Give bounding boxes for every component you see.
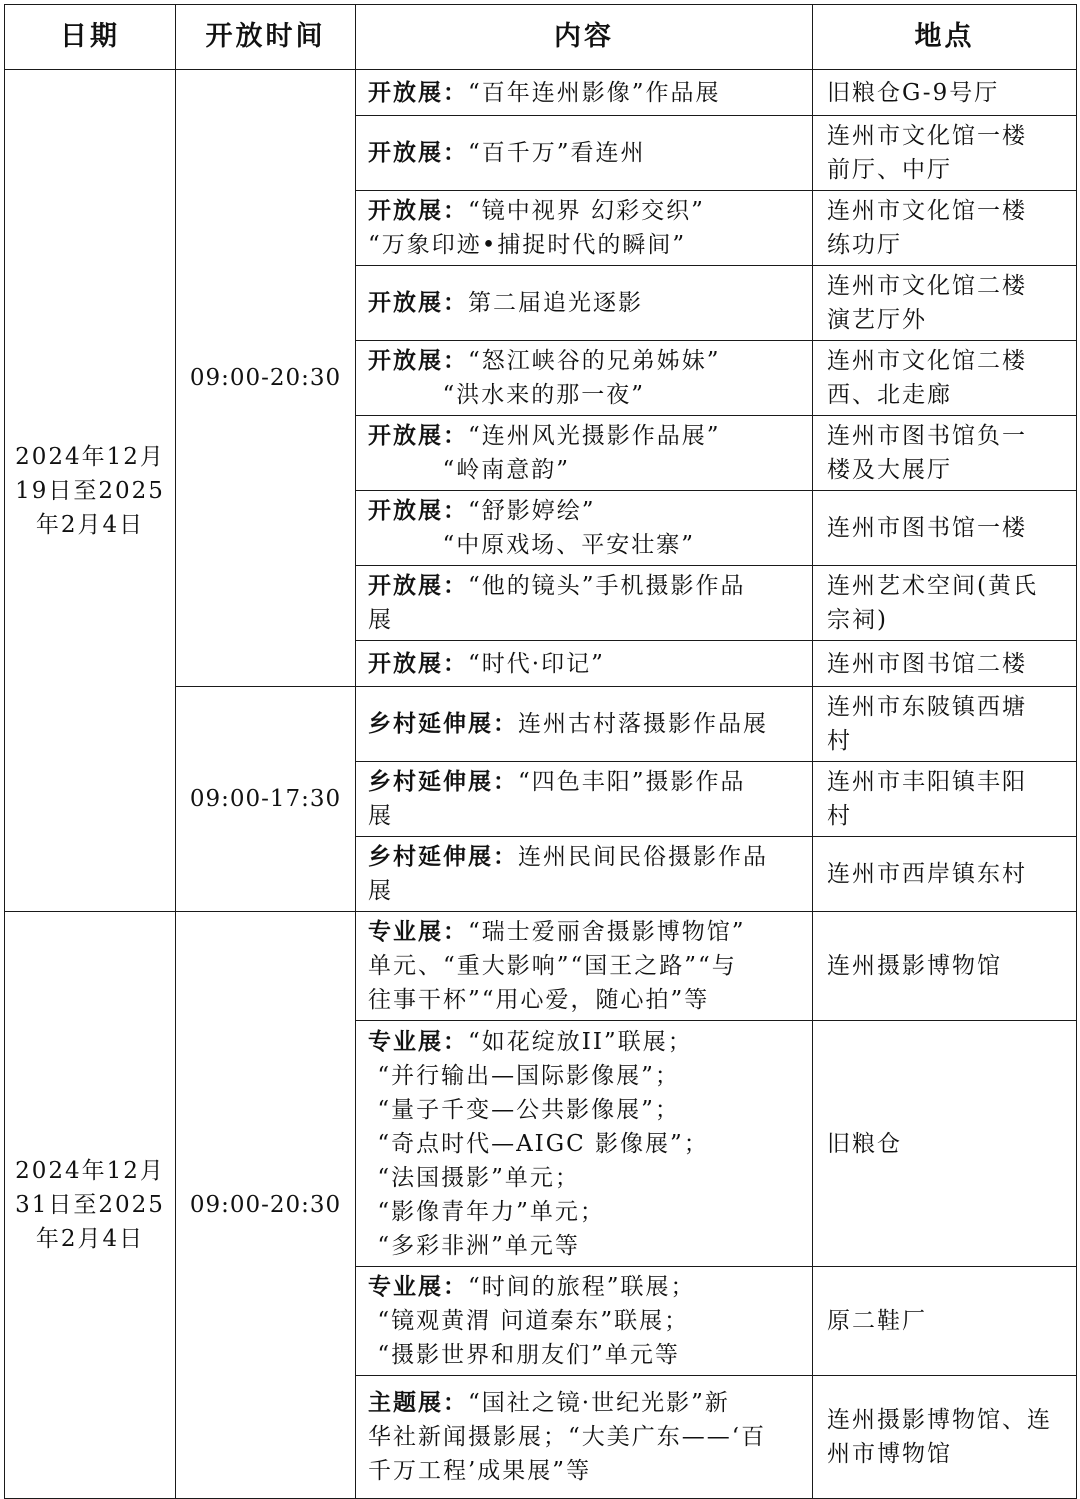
location-line: 原二鞋厂 [827,1308,927,1334]
location-cell [813,116,1077,191]
exhibition-title: “岭南意韵” [368,457,571,483]
location-line: 连州摄影博物馆 [827,953,1002,979]
date-cell [5,912,176,1499]
exhibition-title: “镜中视界 幻彩交织” [468,198,705,224]
location-cell [813,341,1077,416]
location-cell [813,912,1077,1021]
content-line [368,419,802,453]
content-line [368,840,802,874]
exhibition-title: “并行输出—国际影像展”； [368,1062,680,1089]
open-time-cell: 09:00-17:30 [176,687,356,912]
content-line [368,344,802,378]
location-cell [813,70,1077,116]
content-line [368,1127,802,1161]
location-line: 旧粮仓G-9号厅 [827,79,1000,106]
content-cell [356,912,813,1021]
exhibition-title: “如花绽放II”联展； [468,1028,693,1055]
location-line: 楼及大展厅 [827,457,952,483]
content-line [368,494,802,528]
content-line [368,569,802,603]
location-line: 宗祠) [827,607,888,633]
content-line [368,949,802,983]
content-line [368,1093,802,1127]
location-line: 演艺厅外 [827,307,927,333]
exhibition-category: 开放展： [368,650,468,677]
exhibition-title: “万象印迹•捕捉时代的瞬间” [368,232,687,258]
exhibition-category: 开放展： [368,423,468,449]
content-line [368,874,802,908]
content-line [368,1025,802,1059]
exhibition-title: “法国摄影”单元； [368,1164,580,1191]
location-line: 旧粮仓 [827,1130,902,1157]
content-line [368,136,802,170]
exhibition-title: “洪水来的那一夜” [368,382,646,408]
location-line: 练功厅 [827,232,902,258]
content-line [368,286,802,320]
location-line: 连州市文化馆一楼 [827,198,1027,224]
location-cell [813,416,1077,491]
content-line [368,603,802,637]
content-cell [356,566,813,641]
content-line [368,228,802,262]
exhibition-title: 第二届追光逐影 [468,290,643,316]
content-line [368,983,802,1017]
content-cell [356,341,813,416]
exhibition-title: “时间的旅程”联展； [468,1274,696,1300]
content-line [368,378,802,412]
content-line [368,1454,802,1488]
location-line: 连州市西岸镇东村 [827,861,1027,887]
exhibition-category: 主题展： [368,1390,468,1416]
exhibition-title: 往事干杯”“用心爱，随心拍”等 [368,987,710,1013]
content-cell [356,837,813,912]
content-line [368,1195,802,1229]
content-line [368,1059,802,1093]
header-row [5,5,1077,70]
content-line [368,765,802,799]
location-line: 连州艺术空间(黄氏 [827,573,1038,599]
exhibition-category: 开放展： [368,140,468,166]
exhibition-title: 华社新闻摄影展；“大美广东——‘百 [368,1424,767,1450]
exhibition-title: “四色丰阳”摄影作品 [518,769,746,795]
content-cell [356,687,813,762]
date-line: 31日至2025 [15,1192,165,1218]
exhibition-title: 连州古村落摄影作品展 [518,711,768,737]
table-row [5,912,1077,1021]
exhibition-title: “怒江峡谷的兄弟姊妹” [468,348,721,374]
exhibition-category: 专业展： [368,919,468,945]
content-cell [356,191,813,266]
location-line: 连州市文化馆二楼 [827,348,1027,374]
exhibition-title: “百年连州影像”作品展 [468,79,721,106]
content-line [368,194,802,228]
content-line [368,1161,802,1195]
location-cell [813,1376,1077,1499]
table-row [5,70,1077,116]
content-cell [356,416,813,491]
location-line: 前厅、中厅 [827,157,952,183]
content-line [368,528,802,562]
exhibition-category: 开放展： [368,290,468,316]
content-cell [356,1021,813,1267]
location-line: 连州市图书馆二楼 [827,650,1027,677]
date-cell [5,70,176,912]
exhibition-category: 乡村延伸展： [368,844,518,870]
open-time-cell: 09:00-20:30 [176,912,356,1499]
exhibition-title: “他的镜头”手机摄影作品 [468,573,746,599]
location-line: 连州市丰阳镇丰阳 [827,769,1027,795]
schedule-body [5,70,1077,1499]
exhibition-category: 开放展： [368,79,468,106]
date-line: 年2月4日 [35,511,145,538]
location-line: 村 [827,803,852,829]
location-line: 西、北走廊 [827,382,952,408]
exhibition-title: 单元、“重大影响”“国王之路”“与 [368,953,737,979]
location-cell [813,762,1077,837]
content-line [368,1304,802,1338]
content-cell [356,762,813,837]
location-cell [813,1267,1077,1376]
content-cell [356,70,813,116]
location-line: 州市博物馆 [827,1441,952,1467]
content-line [368,707,802,741]
exhibition-title: “时代·印记” [468,650,605,677]
exhibition-title: “奇点时代—AIGC 影像展”； [368,1130,709,1157]
exhibition-title: “连州风光摄影作品展” [468,423,721,449]
exhibition-category: 乡村延伸展： [368,711,518,737]
exhibition-category: 乡村延伸展： [368,769,518,795]
location-cell [813,837,1077,912]
exhibition-title: “多彩非洲”单元等 [368,1232,580,1259]
exhibition-title: “影像青年力”单元； [368,1198,605,1225]
content-line [368,1338,802,1372]
location-cell [813,1021,1077,1267]
location-cell [813,687,1077,762]
exhibition-title: “舒影婷绘” [468,498,596,524]
content-line [368,453,802,487]
content-line [368,1229,802,1263]
exhibition-title: 连州民间民俗摄影作品 [518,844,768,870]
content-cell [356,266,813,341]
content-line [368,76,802,110]
date-line: 2024年12月 [15,443,165,470]
exhibition-title: “量子千变—公共影像展”； [368,1096,680,1123]
header-open-time: 开放时间 [176,5,356,70]
location-line: 连州市东陂镇西塘 [827,694,1027,720]
location-cell [813,566,1077,641]
location-line: 连州市图书馆负一 [827,423,1027,449]
content-line [368,1386,802,1420]
exhibition-category: 专业展： [368,1274,468,1300]
schedule-document [4,4,1076,1499]
exhibition-title: “镜观黄渭 问道秦东”联展； [368,1308,690,1334]
location-line: 连州市图书馆一楼 [827,515,1027,541]
exhibition-category: 开放展： [368,198,468,224]
location-line: 连州市文化馆二楼 [827,273,1027,299]
exhibition-title: “中原戏场、平安壮寨” [368,532,696,558]
content-cell [356,491,813,566]
location-cell [813,491,1077,566]
content-cell [356,641,813,687]
exhibition-category: 开放展： [368,498,468,524]
header-location: 地点 [813,5,1077,70]
header-date: 日期 [5,5,176,70]
content-line [368,647,802,681]
location-cell [813,266,1077,341]
exhibition-title: 展 [368,803,393,829]
exhibition-title: “国社之镜·世纪光影”新 [468,1390,730,1416]
content-line [368,799,802,833]
location-line: 村 [827,728,852,754]
exhibition-title: “摄影世界和朋友们”单元等 [368,1342,680,1368]
content-cell [356,1376,813,1499]
exhibition-title: 展 [368,607,393,633]
location-cell [813,641,1077,687]
content-line [368,915,802,949]
exhibition-title: 千万工程’成果展”等 [368,1458,592,1484]
content-line [368,1270,802,1304]
exhibition-category: 开放展： [368,573,468,599]
date-line: 年2月4日 [35,1226,145,1252]
exhibition-category: 开放展： [368,348,468,374]
location-line: 连州市文化馆一楼 [827,123,1027,149]
exhibition-title: 展 [368,878,393,904]
header-content: 内容 [356,5,813,70]
location-line: 连州摄影博物馆、连 [827,1407,1052,1433]
location-cell [813,191,1077,266]
exhibition-schedule-table [4,4,1077,1499]
exhibition-category: 专业展： [368,1028,468,1055]
content-line [368,1420,802,1454]
date-line: 19日至2025 [15,477,165,504]
content-cell [356,116,813,191]
open-time-cell: 09:00-20:30 [176,70,356,687]
date-line: 2024年12月 [15,1158,165,1184]
exhibition-title: “百千万”看连州 [468,140,646,166]
exhibition-title: “瑞士爱丽舍摄影博物馆” [468,919,746,945]
content-cell [356,1267,813,1376]
